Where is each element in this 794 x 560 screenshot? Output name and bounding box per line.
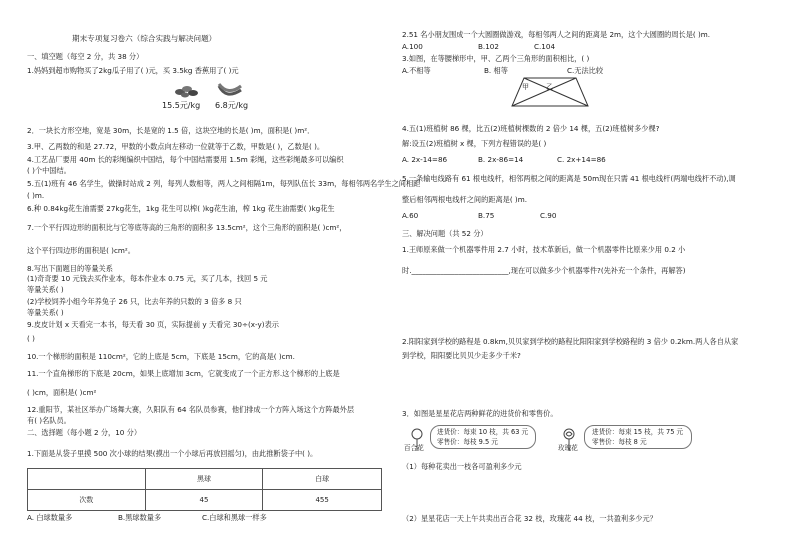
question-7-line-2: 这个平行四边形的面积是( )cm²。 [27,246,135,255]
question-4-line-1: 4.工艺品厂要用 40m 长的彩绳编织中国结，每个中国结需要用 1.5m 彩绳，这些彩绳最多可以编织 [27,155,344,164]
triangle-label-jia: 甲 [522,83,529,91]
question-11-line-1: 11.一个直角梯形的下底是 20cm，如果上底增加 3cm，它就变成了一个正方形.这个梯形的上底是 [27,369,340,378]
problem-2-line-2: 到学校，阳阳要比贝贝少走多少千米? [402,351,521,360]
table-header-white: 白球 [263,469,382,490]
choice-question-5-line-2: 整后相邻两根电线杆之间的距离是( )m. [402,195,527,204]
choice-1-option-b: B.黑球数量多 [118,513,162,522]
choice-question-4-line-1: 4.五(1)班植树 86 棵，比五(2)班植树棵数的 2 倍少 14 棵，五(2)班植树多少棵? [402,124,660,133]
choice-3-option-a: A.不相等 [402,66,431,75]
choice-question-4-line-2: 解:设五(2)班植树 x 棵，下列方程错误的是( ) [402,139,547,148]
question-8-part-2-equation: 等量关系( ) [27,308,64,317]
question-8: 8.写出下面题目的等量关系 [27,264,113,273]
problem-1-line-2: 时.___________________________,现在可以做多少个机器零件?(先补充一个条件，再解答) [402,266,686,275]
choice-1-option-a: A. 白球数量多 [27,513,73,522]
choice-3-option-c: C.无法比较 [567,66,604,75]
choice-5-option-a: A.60 [402,211,419,220]
lily-buy-price: 进货价：每束 10 枝，共 63 元 [437,428,529,436]
ball-count-table [27,468,382,511]
table-header-black: 黑球 [145,469,263,490]
question-7-line-1: 7.一个平行四边形的面积比与它等底等高的三角形的面积多 13.5cm²，这个三角形的面积是( )cm²， [27,223,347,232]
question-12-line-1: 12.重阳节，某社区举办广场舞大赛，久阳队有 64 名队员参赛，他们排成一个方阵入场这个方阵最外层 [27,405,355,414]
question-8-part-2: (2)学校饲养小组今年养兔子 26 只，比去年养的只数的 3 倍多 8 只 [27,297,242,306]
table-row-label: 次数 [28,490,146,511]
choice-3-option-b: B. 相等 [484,66,508,75]
problem-3-part-2: （2）星星花店一天上午共卖出百合花 32 枝，玫瑰花 44 枝，一共盈利多少元？ [402,514,657,523]
problem-1-line-1: 1.王师原来做一个机器零件用 2.7 小时，技术革新后，做一个机器零件比原来少用 0.2 小 [402,245,686,254]
choice-5-option-b: B.75 [478,211,495,220]
banana-image [216,80,244,100]
choice-5-option-c: C.90 [540,211,557,220]
banana-price: 6.8元/kg [215,101,249,110]
question-10: 10.一个梯形的面积是 110cm²，它的上底是 5cm，下底是 15cm，它的高是( )cm. [27,352,295,361]
isosceles-trapezoid-figure [510,76,590,108]
rose-sell-price: 零售价：每枝 8 元 [592,438,647,446]
choice-2-option-a: A.100 [402,42,423,51]
section-fill-in-title: 一、填空题（每空 2 分，共 38 分） [27,52,144,61]
question-3: 3.甲、乙两数的和是 27.72，甲数的小数点向左移动一位就等于乙数，甲数是( )，乙数是( )。 [27,142,325,151]
table-cell-white-count: 455 [263,490,382,511]
page-title: 期末专项复习卷六（综合实践与解决问题） [72,34,217,43]
question-12-line-2: 有( )名队员。 [27,416,71,425]
choice-question-3: 3.如图，在等腰梯形中，甲、乙两个三角形的面积相比，( ) [402,54,590,63]
lily-sell-price: 零售价：每枝 9.5 元 [437,438,498,446]
problem-2-line-1: 2.阳阳家到学校的路程是 0.8km,贝贝家到学校的路程比阳阳家到学校路程的 3 倍少 0.2km.两人各自从家 [402,337,739,346]
sunflower-seeds-image [172,80,202,100]
lily-name: 百合花 [404,444,424,452]
choice-4-option-b: B. 2x-86=14 [478,155,524,164]
section-choice-title: 二、选择题（每小题 2 分，10 分） [27,428,142,437]
question-4-line-2: ( )个中国结。 [27,166,71,175]
question-6: 6.种 0.84kg花生油需要 27kg花生，1kg 花生可以榨( )kg花生油，榨 1kg 花生油需要( )kg花生 [27,204,335,213]
problem-3-part-1: （1）每种花卖出一枝各可盈利多少元 [402,462,522,471]
triangle-label-yi: 乙 [546,83,553,91]
table-header-empty [28,469,146,490]
problem-3: 3．如图是星星花店两种鲜花的进货价和零售价。 [402,409,558,418]
question-11-line-2: ( )cm，面积是( )cm² [27,388,97,397]
choice-4-option-c: C. 2x+14=86 [557,155,606,164]
question-9-line-1: 9.皮皮计划 x 天看完一本书，每天看 30 页，实际提前 y 天看完 30÷(x-y)表示 [27,320,279,329]
question-5-line-2: ( )m. [27,191,45,200]
choice-2-option-b: B.102 [478,42,499,51]
choice-1-option-c: C.白球和黑球一样多 [202,513,267,522]
question-2: 2．一块长方形空地，宽是 30m，长是宽的 1.5 倍，这块空地的长是( )m，面积是( )m²． [27,126,315,135]
choice-question-5-line-1: 5.一条输电线路有 61 根电线杆，相邻两根之间的距离是 50m现在只需 41 根电线杆(两端电线杆不动),调 [402,174,736,183]
question-1: 1.妈妈到超市购物买了2kg瓜子用了( )元，买 3.5kg 香蕉用了( )元 [27,66,239,75]
sunflower-seed-price: 15.5元/kg [162,101,201,110]
rose-name: 玫瑰花 [558,444,578,452]
choice-4-option-a: A. 2x-14=86 [402,155,448,164]
choice-2-option-c: C.104 [534,42,556,51]
question-8-part-1: (1)奇奇要 10 元钱去买作业本，每本作业本 0.75 元，买了几本，找回 5 元 [27,274,268,283]
choice-question-2: 2.51 名小朋友围成一个大圆圈做游戏，每相邻两人之间的距离是 2m，这个大圆圈的周长是( )m. [402,30,711,39]
question-5-line-1: 5.五(1)班有 46 名学生，做操时站成 2 列，每列人数相等，两人之间相隔1m，每列队伍长 33m，每相邻两名学生之间相距 [27,179,421,188]
choice-question-1: 1.下面是从袋子里摸 500 次小球的结果(摸出一个小球后再放回摇匀)，由此推断袋子中( )。 [27,449,318,458]
question-8-part-1-equation: 等量关系( ) [27,285,64,294]
table-cell-black-count: 45 [145,490,263,511]
section-problem-title: 三、解决问题（共 52 分） [402,229,488,238]
question-9-line-2: ( ) [27,334,35,343]
rose-buy-price: 进货价：每束 15 枝，共 75 元 [592,428,684,436]
